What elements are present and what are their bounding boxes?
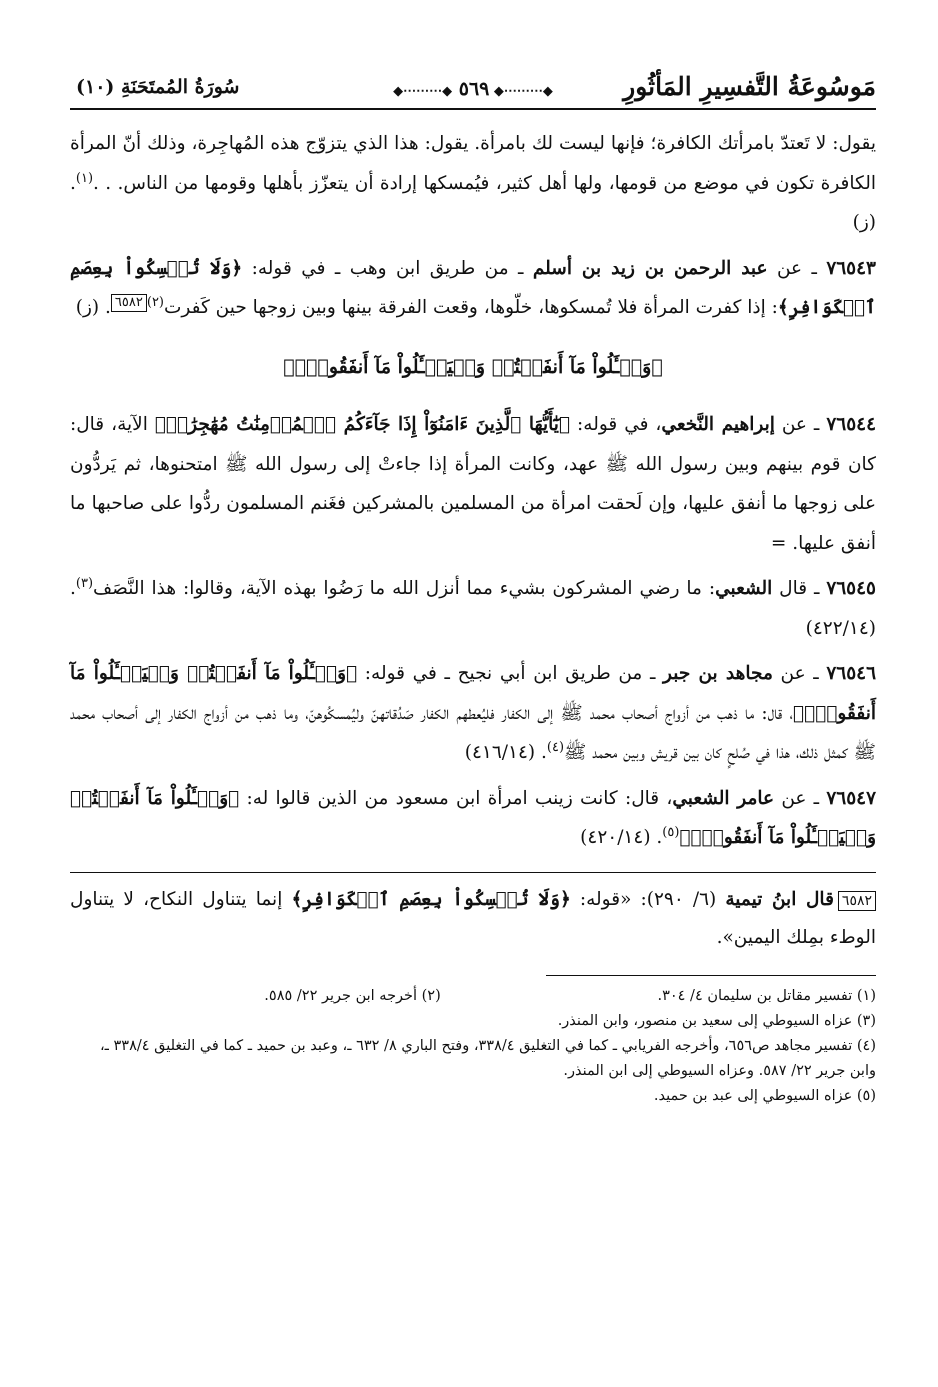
verse-heading: ﴿وَسۡـَٔلُواْ مَآ أَنفَقۡتُمۡ وَلۡيَسۡـَٔلُواْ مَآ أَنفَقُواْۚ﴾ (283, 355, 663, 378)
footnote-5: (٥) عزاه السيوطي إلى عبد بن حميد. (653, 1087, 876, 1104)
quran-quote: ﴿وَلَا تُمۡسِكُواْ بِعِصَمِ ٱلۡكَوَافِرِ﴾ (70, 257, 876, 318)
entry-7546 (70, 654, 876, 773)
entry-number: ٧٦٥٤٤ (826, 414, 877, 435)
main-text (70, 124, 876, 858)
quran-quote: ﴿يَٰٓأَيُّهَا ٱلَّذِينَ ءَامَنُوٓاْ إِذَا جَآءَكُمُ ٱلۡمُؤۡمِنَٰتُ مُهَٰجِرَٰتٖ﴾ (154, 414, 571, 435)
footnote-rule (546, 975, 876, 976)
entry-connector: ـ عن (772, 663, 827, 684)
footnote-row (70, 984, 876, 1009)
commentary-ref: (٦/ ٢٩٠): «قوله: (570, 888, 726, 910)
entry-connector: ـ عن (774, 414, 827, 435)
book-title: مَوسُوعَةُ التَّفسِيرِ المَأثُورِ (623, 72, 876, 101)
quran-quote: ﴿وَسۡـَٔلُواْ مَآ أَنفَقۡتُمۡ وَلۡيَسۡـَٔلُواْ مَآ أَنفَقُواْۚ﴾ (70, 663, 876, 724)
footnote-marker: (٤) (546, 739, 565, 755)
source-tag: . (٤٢٢/١٤) (70, 578, 876, 639)
entry-7545 (70, 569, 876, 648)
chain-text: ، قال: كانت زينب امرأة ابن مسعود من الذين قالوا له: (239, 787, 673, 809)
footnote-2: (٢) أخرجه ابن جرير ٢٢/ ٥٨٥. (264, 987, 441, 1004)
entry-7543 (70, 249, 876, 328)
source-tag: . (٤١٦/١٤) (464, 742, 547, 763)
commentary-paragraph (70, 881, 876, 957)
surah-name: سُورَةُ المُمتَحَنَةِ (١٠) (76, 76, 240, 98)
entry-number: ٧٦٥٤٧ (826, 787, 877, 809)
narrator-name: عامر الشعبي (672, 787, 775, 809)
footnotes (70, 984, 876, 1109)
footnote-4: (٤) تفسير مجاهد ص٦٥٦، وأخرجه الفريابي ـ كما في التغليق ٣٣٨/٤، وفتح الباري ٨/ ٦٣٢ ـ، وعبد بن حميد ـ كما في التغليق ٣٣٨/٤ ـ، وابن جرير ٢٢/ ٥٨٧. وعزاه السيوطي إلى ابن المنذر. (99, 1037, 876, 1079)
footnote-marker: (٢) (146, 294, 164, 310)
footnote-marker: (٥) (662, 824, 680, 840)
entry-text: ، قال: ما ذهب من أزواج أصحاب محمد ﷺ إلى الكفار فليُعطهم الكفار صَدُقاتهنّ وليُمسكُوهنّ، وما ذهب من أزواج الكفار إلى أصحاب محمد ﷺ كمثل ذلك، هذا في صُلحٍ كان بين قريش وبين محمد ﷺ (70, 702, 876, 763)
source-tag: . (٤٢٠/١٤) (580, 827, 663, 848)
paragraph-text: يقول: لا تَعتدّ بامرأتك الكافرة؛ فإنها ليست لك بامرأة. يقول: هذا الذي يتزوّج هذه المُهاجِرة، وذلك أنّ المرأة الكافرة تكون في موضع من قومها، ولها أهل كثير، فيُمسكها إرادة أن يتعزّز بأهلها وقومها من الناس. . . (70, 133, 876, 194)
commentary-ref-box[interactable]: ٦٥٨٢ (111, 294, 147, 312)
header-rule (70, 108, 876, 110)
entry-text: : إذا كفرت المرأة فلا تُمسكوها، خلّوها، وقعت الفرقة بينها وبين زوجها حين كَفرت (164, 297, 778, 318)
chain-text: ، في قوله: (570, 414, 662, 435)
commentary-number-box: ٦٥٨٢ (838, 891, 876, 911)
quran-quote: ﴿وَسۡـَٔلُواْ مَآ أَنفَقۡتُمۡ وَلۡيَسۡـَٔلُواْ مَآ أَنفَقُواْۚ﴾ (70, 787, 876, 848)
commentary-rule (70, 872, 876, 873)
ornament-icon: ◆⋯⋯⋯◆ (489, 84, 553, 99)
entry-connector: ـ قال (772, 578, 827, 599)
entry-number: ٧٦٥٤٥ (826, 578, 876, 599)
quran-quote: ﴿وَلَا تُمۡسِكُواْ بِعِصَمِ ٱلۡكَوَافِرِ﴾ (291, 888, 571, 910)
entry-7544 (70, 405, 876, 563)
source-tag: . (ز) (70, 172, 876, 233)
footnote-1: (١) تفسير مقاتل بن سليمان ٤/ ٣٠٤. (657, 987, 876, 1004)
entry-connector: ـ عن (767, 257, 827, 279)
page (70, 70, 876, 1109)
footnote-3: (٣) عزاه السيوطي إلى سعيد بن منصور، وابن المنذر. (557, 1012, 876, 1029)
paragraph-continued (70, 124, 876, 243)
chain-text: ـ من طريق ابن وهب ـ في قوله: (242, 257, 533, 279)
source-tag: . (ز) (75, 297, 111, 318)
entry-number: ٧٦٥٤٦ (826, 663, 877, 684)
entry-connector: ـ عن (774, 787, 827, 809)
entry-text: الآية، قال: كان قوم بينهم وبين رسول الله ﷺ عهد، وكانت المرأة إذا جاءتْ إلى رسول الله ﷺ امتحنوها، ثم يَردُّون على زوجها ما أنفق عليها، وإن لَحقت امرأة من المسلمين بالمشركين فغَنم المسلمون ردُّوا على صاحبها ما أنفق عليها. = (70, 414, 876, 554)
page-number: ٥٦٩ (458, 78, 490, 100)
commentary-author: قال ابنُ تيمية (725, 888, 834, 910)
entry-text: : ما رضي المشركون بشيء مما أنزل الله ما رَضُوا بهذه الآية، وقالوا: هذا النَّصَف (93, 578, 716, 599)
footnote-marker: (٣) (75, 575, 94, 591)
entry-number: ٧٦٥٤٣ (826, 257, 876, 279)
narrator-name: مجاهد بن جبر (663, 663, 773, 684)
entry-7547 (70, 779, 876, 858)
chain-text: ـ من طريق ابن أبي نجيح ـ في قوله: (357, 663, 664, 684)
footnote-marker: (١) (75, 170, 94, 186)
ornament-icon: ◆⋯⋯⋯◆ (393, 84, 453, 99)
commentary-text: إنما يتناول النكاح، لا يتناول الوطء بمِلك اليمين». (70, 888, 876, 948)
running-header (70, 70, 876, 112)
narrator-name: إبراهيم النَّخعي (661, 414, 775, 435)
commentary-block (70, 881, 876, 957)
narrator-name: عبد الرحمن بن زيد بن أسلم (532, 257, 768, 279)
narrator-name: الشعبي (715, 578, 773, 599)
